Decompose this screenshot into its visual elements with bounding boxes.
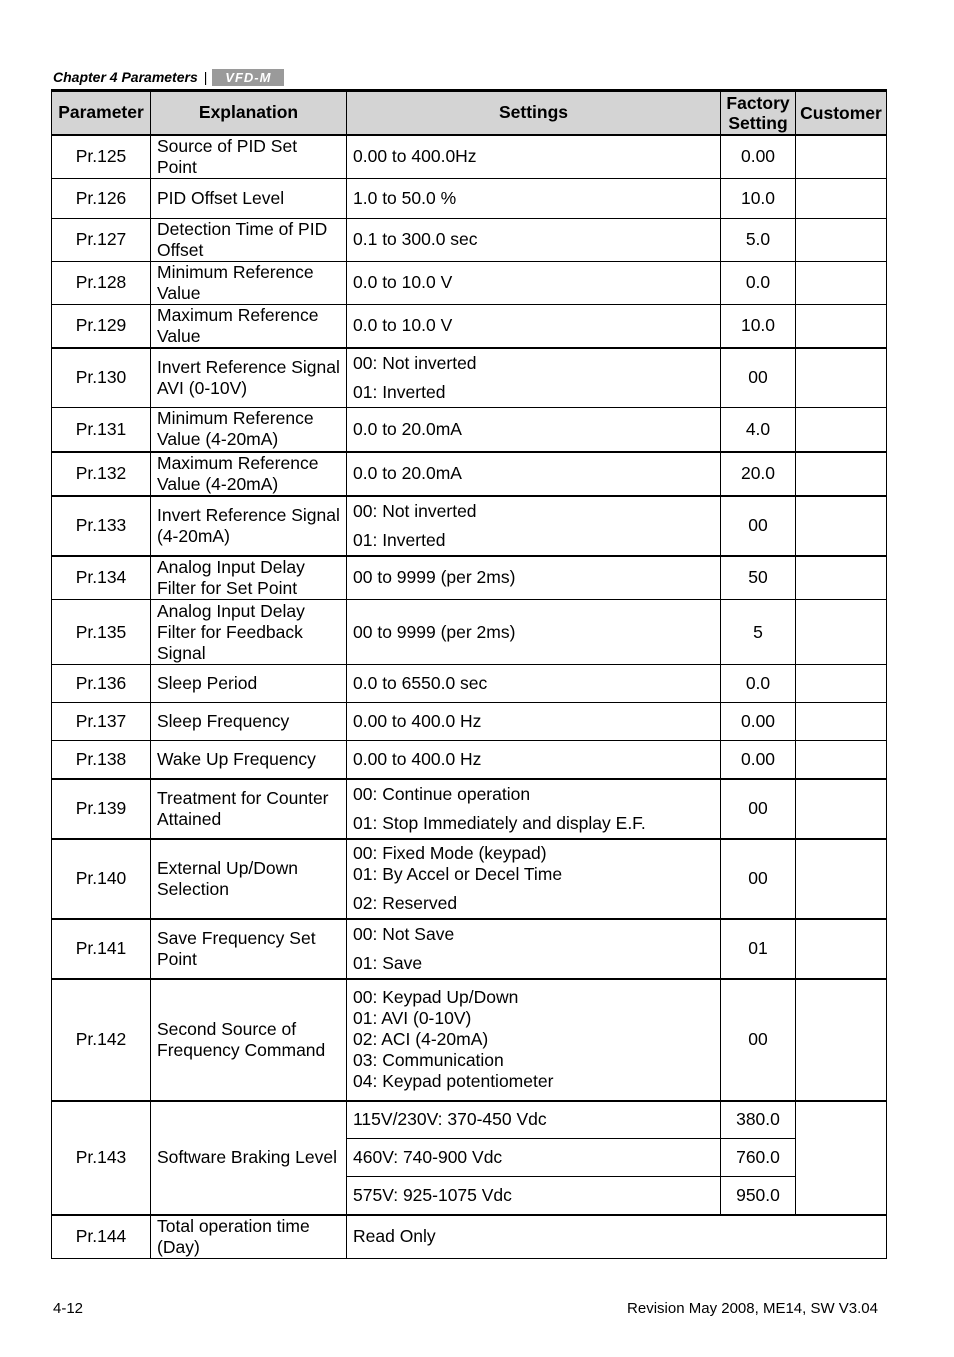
table-row bbox=[52, 703, 887, 741]
setting-line: 1.0 to 50.0 % bbox=[353, 187, 457, 208]
explanation-cell: External Up/Down Selection bbox=[151, 839, 347, 919]
explanation-cell: Detection Time of PID Offset bbox=[151, 218, 347, 261]
settings-cell bbox=[347, 452, 721, 496]
factory-cell: 5 bbox=[721, 600, 796, 665]
param-cell: Pr.131 bbox=[52, 408, 151, 452]
setting-line: 03: Communication bbox=[353, 1050, 504, 1070]
chapter-title: Chapter 4 Parameters bbox=[53, 69, 198, 85]
explanation-cell: Analog Input Delay Filter for Feedback Signal bbox=[151, 600, 347, 665]
explanation-cell: Invert Reference Signal AVI (0-10V) bbox=[151, 348, 347, 408]
param-cell: Pr.136 bbox=[52, 665, 151, 703]
table-row bbox=[52, 839, 887, 919]
settings-cell: 575V: 925-1075 Vdc bbox=[347, 1177, 721, 1215]
table-row bbox=[52, 408, 887, 452]
customer-cell bbox=[796, 665, 887, 703]
setting-line: 0.0 to 10.0 V bbox=[353, 272, 453, 292]
settings-cell bbox=[347, 304, 721, 348]
param-cell: Pr.139 bbox=[52, 779, 151, 839]
setting-line: 00 to 9999 (per 2ms) bbox=[353, 621, 516, 642]
table-row bbox=[52, 979, 887, 1101]
settings-cell bbox=[347, 979, 721, 1101]
col-factory-setting: Factory Setting bbox=[721, 91, 796, 135]
customer-cell bbox=[796, 348, 887, 408]
customer-cell bbox=[796, 600, 887, 665]
header-separator: | bbox=[203, 69, 208, 85]
settings-cell bbox=[347, 779, 721, 839]
customer-cell bbox=[796, 741, 887, 779]
param-cell: Pr.127 bbox=[52, 218, 151, 261]
page-number: 4-12 bbox=[53, 1300, 84, 1317]
table-row bbox=[52, 496, 887, 556]
settings-cell bbox=[347, 703, 721, 741]
table-row bbox=[52, 600, 887, 665]
table-row bbox=[52, 135, 887, 179]
table-row bbox=[52, 665, 887, 703]
setting-line: 0.00 to 400.0Hz bbox=[353, 146, 477, 166]
factory-cell: 00 bbox=[721, 348, 796, 408]
setting-line: 0.00 to 400.0 Hz bbox=[353, 748, 482, 769]
factory-cell: 50 bbox=[721, 556, 796, 600]
explanation-cell: Maximum Reference Value bbox=[151, 304, 347, 348]
explanation-cell: Minimum Reference Value bbox=[151, 261, 347, 304]
factory-cell: 20.0 bbox=[721, 452, 796, 496]
settings-cell: Read Only bbox=[347, 1215, 887, 1259]
setting-line: 02: ACI (4-20mA) bbox=[353, 1029, 489, 1049]
setting-line: 0.1 to 300.0 sec bbox=[353, 229, 478, 249]
customer-cell bbox=[796, 261, 887, 304]
page-header bbox=[53, 67, 284, 87]
col-explanation: Explanation bbox=[151, 91, 347, 135]
table-row bbox=[52, 1101, 887, 1139]
parameter-table bbox=[51, 89, 887, 1259]
customer-cell bbox=[796, 452, 887, 496]
setting-line: 00: Continue operation bbox=[353, 783, 531, 804]
setting-line: 01: Inverted bbox=[353, 529, 446, 550]
factory-cell: 950.0 bbox=[721, 1177, 796, 1215]
explanation-cell: Second Source of Frequency Command bbox=[151, 979, 347, 1101]
param-cell: Pr.134 bbox=[52, 556, 151, 600]
factory-cell: 00 bbox=[721, 779, 796, 839]
factory-cell: 00 bbox=[721, 496, 796, 556]
factory-cell: 4.0 bbox=[721, 408, 796, 452]
explanation-cell: Analog Input Delay Filter for Set Point bbox=[151, 556, 347, 600]
param-cell: Pr.126 bbox=[52, 178, 151, 218]
customer-cell bbox=[796, 556, 887, 600]
factory-cell: 0.0 bbox=[721, 261, 796, 304]
setting-line: 0.0 to 10.0 V bbox=[353, 315, 453, 335]
setting-line: 0.00 to 400.0 Hz bbox=[353, 711, 482, 731]
customer-cell bbox=[796, 779, 887, 839]
param-cell: Pr.137 bbox=[52, 703, 151, 741]
explanation-cell: Source of PID Set Point bbox=[151, 135, 347, 179]
param-cell: Pr.135 bbox=[52, 600, 151, 665]
customer-cell bbox=[796, 408, 887, 452]
customer-cell bbox=[796, 496, 887, 556]
customer-cell bbox=[796, 703, 887, 741]
customer-cell bbox=[796, 979, 887, 1101]
setting-line: 0.0 to 20.0mA bbox=[353, 463, 462, 483]
table-row bbox=[52, 178, 887, 218]
settings-cell bbox=[347, 408, 721, 452]
customer-cell bbox=[796, 1101, 887, 1215]
setting-line: 01: By Accel or Decel Time bbox=[353, 864, 563, 884]
factory-cell: 00 bbox=[721, 979, 796, 1101]
customer-cell bbox=[796, 839, 887, 919]
param-cell: Pr.144 bbox=[52, 1215, 151, 1259]
setting-line: 0.0 to 20.0mA bbox=[353, 418, 462, 439]
table-row bbox=[52, 304, 887, 348]
settings-cell bbox=[347, 261, 721, 304]
col-parameter: Parameter bbox=[52, 91, 151, 135]
table-row bbox=[52, 919, 887, 979]
customer-cell bbox=[796, 218, 887, 261]
param-cell: Pr.141 bbox=[52, 919, 151, 979]
explanation-cell: Invert Reference Signal (4-20mA) bbox=[151, 496, 347, 556]
setting-line: 04: Keypad potentiometer bbox=[353, 1071, 554, 1091]
setting-line: 0.0 to 6550.0 sec bbox=[353, 673, 488, 693]
explanation-cell: Maximum Reference Value (4-20mA) bbox=[151, 452, 347, 496]
revision-info: Revision May 2008, ME14, SW V3.04 bbox=[627, 1300, 878, 1317]
factory-cell: 00 bbox=[721, 839, 796, 919]
settings-cell bbox=[347, 496, 721, 556]
settings-cell bbox=[347, 741, 721, 779]
customer-cell bbox=[796, 135, 887, 179]
param-cell: Pr.140 bbox=[52, 839, 151, 919]
explanation-cell: Wake Up Frequency bbox=[151, 741, 347, 779]
param-cell: Pr.128 bbox=[52, 261, 151, 304]
explanation-cell: Sleep Period bbox=[151, 665, 347, 703]
factory-cell: 5.0 bbox=[721, 218, 796, 261]
col-customer: Customer bbox=[796, 91, 887, 135]
settings-cell bbox=[347, 556, 721, 600]
setting-line: 01: Inverted bbox=[353, 381, 446, 402]
setting-line: 00: Not inverted bbox=[353, 352, 477, 373]
settings-cell bbox=[347, 348, 721, 408]
factory-cell: 0.00 bbox=[721, 741, 796, 779]
table-row bbox=[52, 741, 887, 779]
settings-cell: 115V/230V: 370-450 Vdc bbox=[347, 1101, 721, 1139]
setting-line: 01: Stop Immediately and display E.F. bbox=[353, 812, 646, 833]
settings-cell bbox=[347, 178, 721, 218]
param-cell: Pr.142 bbox=[52, 979, 151, 1101]
param-cell: Pr.125 bbox=[52, 135, 151, 179]
explanation-cell: Minimum Reference Value (4-20mA) bbox=[151, 408, 347, 452]
setting-line: 00: Keypad Up/Down bbox=[353, 987, 519, 1007]
explanation-cell: Total operation time (Day) bbox=[151, 1215, 347, 1259]
table-row bbox=[52, 261, 887, 304]
param-cell: Pr.132 bbox=[52, 452, 151, 496]
explanation-cell: Save Frequency Set Point bbox=[151, 919, 347, 979]
table-row bbox=[52, 779, 887, 839]
setting-line: 01: AVI (0-10V) bbox=[353, 1008, 472, 1028]
settings-cell bbox=[347, 919, 721, 979]
vfd-m-logo: VFD-M bbox=[212, 69, 284, 86]
param-cell: Pr.129 bbox=[52, 304, 151, 348]
setting-line: 00: Not Save bbox=[353, 923, 455, 944]
customer-cell bbox=[796, 919, 887, 979]
settings-cell bbox=[347, 839, 721, 919]
table-row bbox=[52, 556, 887, 600]
table-row bbox=[52, 218, 887, 261]
table-row bbox=[52, 348, 887, 408]
settings-cell bbox=[347, 665, 721, 703]
explanation-cell: Treatment for Counter Attained bbox=[151, 779, 347, 839]
explanation-cell: Software Braking Level bbox=[151, 1101, 347, 1215]
factory-cell: 0.0 bbox=[721, 665, 796, 703]
factory-cell: 760.0 bbox=[721, 1139, 796, 1177]
param-cell: Pr.133 bbox=[52, 496, 151, 556]
settings-cell bbox=[347, 135, 721, 179]
settings-cell bbox=[347, 218, 721, 261]
factory-cell: 0.00 bbox=[721, 135, 796, 179]
col-settings: Settings bbox=[347, 91, 721, 135]
param-cell: Pr.138 bbox=[52, 741, 151, 779]
customer-cell bbox=[796, 178, 887, 218]
setting-line: 00 to 9999 (per 2ms) bbox=[353, 567, 516, 588]
setting-line: 01: Save bbox=[353, 952, 423, 973]
explanation-cell: PID Offset Level bbox=[151, 178, 347, 218]
factory-cell: 10.0 bbox=[721, 178, 796, 218]
table-row bbox=[52, 1215, 887, 1259]
param-cell: Pr.143 bbox=[52, 1101, 151, 1215]
factory-cell: 01 bbox=[721, 919, 796, 979]
settings-cell: 460V: 740-900 Vdc bbox=[347, 1139, 721, 1177]
setting-line: 00: Fixed Mode (keypad) bbox=[353, 843, 547, 863]
customer-cell bbox=[796, 304, 887, 348]
factory-cell: 10.0 bbox=[721, 304, 796, 348]
settings-cell bbox=[347, 600, 721, 665]
factory-cell: 380.0 bbox=[721, 1101, 796, 1139]
explanation-cell: Sleep Frequency bbox=[151, 703, 347, 741]
factory-cell: 0.00 bbox=[721, 703, 796, 741]
setting-line: 00: Not inverted bbox=[353, 500, 477, 521]
param-cell: Pr.130 bbox=[52, 348, 151, 408]
table-row bbox=[52, 452, 887, 496]
setting-line: 02: Reserved bbox=[353, 893, 458, 913]
